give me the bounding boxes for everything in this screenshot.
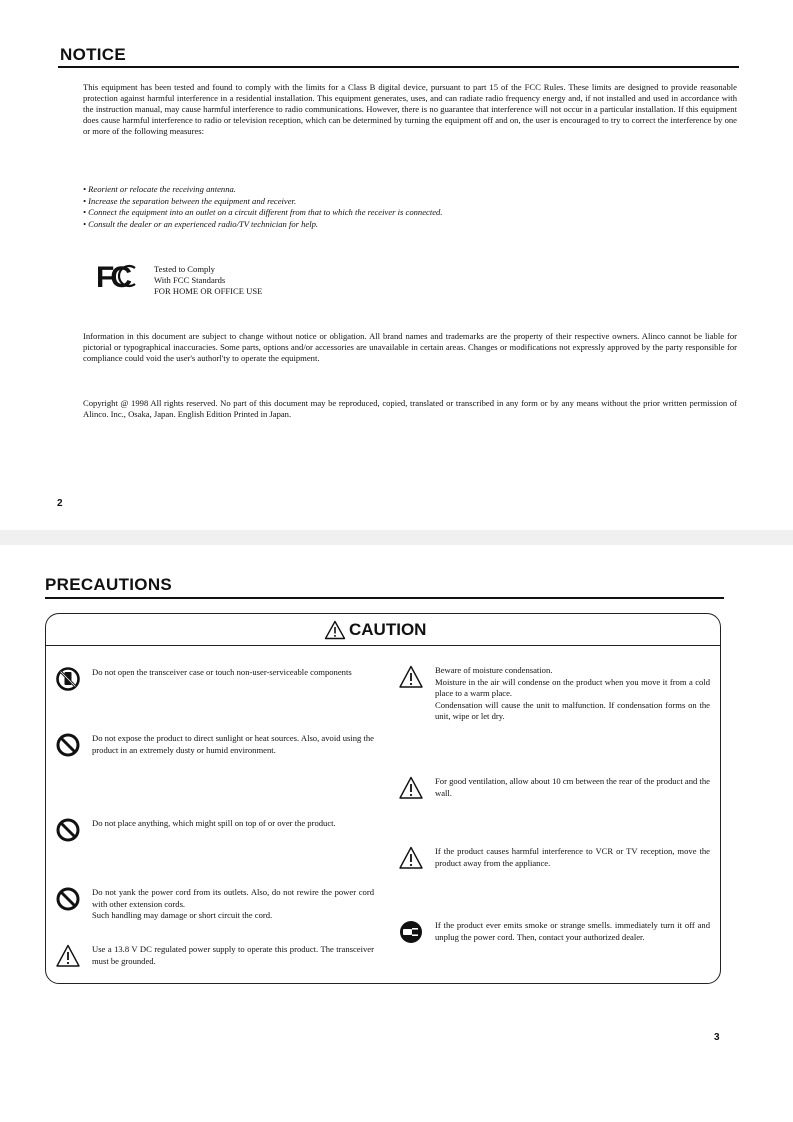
caution-text: If the product ever emits smoke or strange smells. immediately turn it off and unplug the power cord. Then, contact your authorized dealer. bbox=[435, 920, 710, 942]
fcc-line: With FCC Standards bbox=[154, 275, 226, 285]
caution-divider bbox=[45, 645, 721, 646]
precautions-heading: PRECAUTIONS bbox=[45, 575, 173, 594]
warning-triangle-icon bbox=[399, 846, 423, 870]
list-item: • Consult the dealer or an experienced radio/TV technician for help. bbox=[83, 218, 319, 229]
list-item: • Reorient or relocate the receiving antenna. bbox=[83, 184, 236, 194]
warning-triangle-icon bbox=[399, 665, 423, 689]
fcc-logo bbox=[96, 262, 146, 290]
prohibition-icon bbox=[56, 818, 80, 842]
list-item: • Increase the separation between the equipment and receiver. bbox=[83, 195, 297, 206]
page-number-3: 3 bbox=[714, 1032, 720, 1043]
interference-measures-list bbox=[83, 184, 443, 230]
caution-text: Do not open the transceiver case or touch non-user-serviceable components bbox=[92, 667, 352, 677]
fcc-compliance-label bbox=[154, 264, 262, 297]
fcc-line: FOR HOME OR OFFICE USE bbox=[154, 286, 263, 296]
prohibition-icon bbox=[56, 733, 80, 757]
caution-text: For good ventilation, allow about 10 cm between the rear of the product and the wall. bbox=[435, 776, 710, 798]
fcc-statement-paragraph: This equipment has been tested and found to comply with the limits for a Class B digital device, pursuant to part 15 of the FCC Rules. These limits are designed to provide reasonable protection against harmful interference in a residential installation. This equipment generates, uses, and can radiate radio frequency energy and, if not installed and used in accordance with the instruction manual, may cause harmful interference to radio communications. However, there is no guarantee that interference will not occur in a particular installation. If this equipment does cause harmful interference to radio or television reception, which can be determined by turning the equipment off and on, the user is encouraged to try to correct the interference by one or more of the following measures: bbox=[83, 82, 737, 136]
notice-heading: NOTICE bbox=[60, 45, 127, 64]
caution-text: If the product causes harmful interference to VCR or TV reception, move the product away from the appliance. bbox=[435, 846, 710, 868]
notice-rule bbox=[58, 66, 739, 68]
page-number-2: 2 bbox=[57, 498, 63, 509]
warning-triangle-icon bbox=[56, 944, 80, 968]
fcc-line: Tested to Comply bbox=[154, 264, 215, 274]
caution-text: Use a 13.8 V DC regulated power supply to operate this product. The transceiver must be grounded. bbox=[92, 944, 374, 966]
caution-text: Do not place anything, which might spill on top of or over the product. bbox=[92, 818, 336, 828]
caution-text: Do not expose the product to direct sunlight or heat sources. Also, avoid using the product in an extremely dusty or humid environment. bbox=[92, 733, 374, 755]
caution-text: Beware of moisture condensation. Moisture in the air will condense on the product when you move it from a cold place to a warm place. Condensation will cause the unit to malfunction. If condensation forms on the unit, wipe or let dry. bbox=[435, 665, 710, 721]
no-disassemble-icon bbox=[56, 667, 80, 691]
caution-label: CAUTION bbox=[349, 620, 427, 639]
unplug-icon bbox=[399, 920, 423, 944]
disclaimer-paragraph: Information in this document are subject to change without notice or obligation. All brand names and trademarks are the property of their respective owners. Alinco cannot be liable for pictorial or typographical inaccuracies. Some parts, options and/or accessories are unavailable in certain areas. Changes or modifications not expressly approved by the party responsible for compliance could void the user's authorl'ty to operate the equipment. bbox=[83, 331, 737, 363]
caution-title bbox=[324, 618, 426, 642]
warning-triangle-icon bbox=[399, 776, 423, 800]
prohibition-icon bbox=[56, 887, 80, 911]
warning-triangle-icon bbox=[324, 620, 346, 640]
fcc-logo-text: FC bbox=[96, 262, 128, 290]
list-item: • Connect the equipment into an outlet on a circuit different from that to which the receiver is connected. bbox=[83, 207, 443, 217]
caution-text: Do not yank the power cord from its outlets. Also, do not rewire the power cord with other extension cords. Such handling may damage or short circuit the cord. bbox=[92, 887, 374, 920]
copyright-paragraph: Copyright @ 1998 All rights reserved. No part of this document may be reproduced, copied, translated or transcribed in any form or by any means without the prior written permission of Alinco. Inc., Osaka, Japan. English Edition Printed in Japan. bbox=[83, 398, 737, 419]
precautions-rule bbox=[45, 597, 724, 599]
